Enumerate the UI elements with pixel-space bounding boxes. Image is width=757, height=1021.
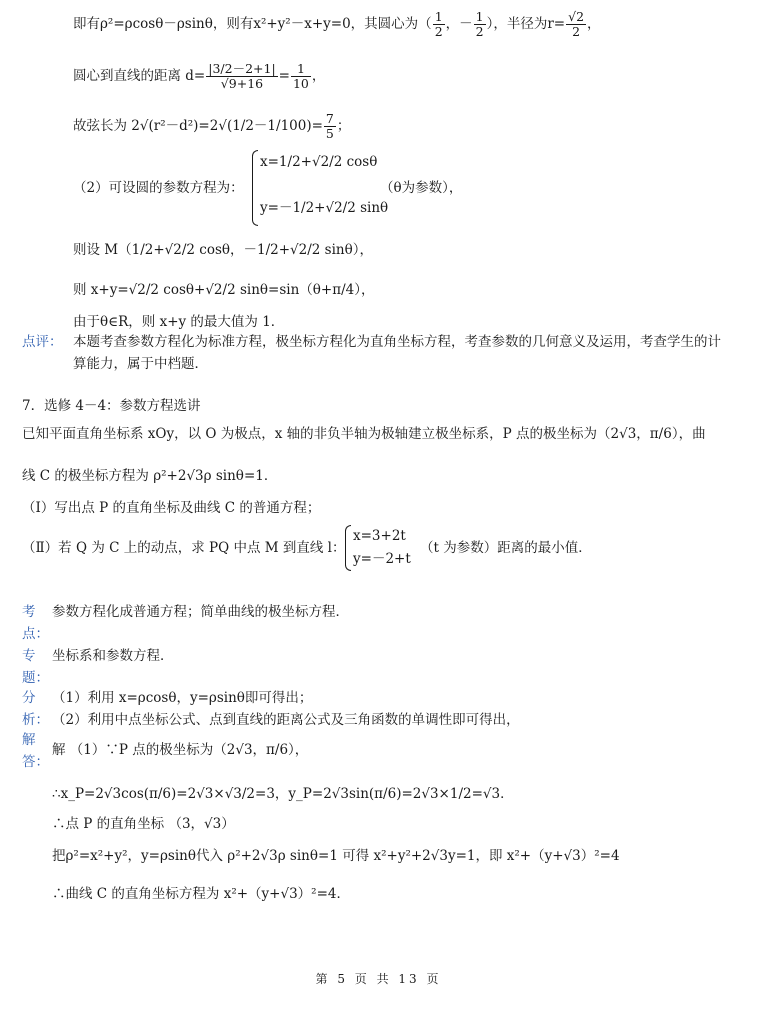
zhuanti-label-2: 题： (22, 670, 49, 686)
param-note: （θ为参数）， (380, 180, 463, 196)
solution-line-max: 由于θ∈R，则 x+y 的最大值为 1． (73, 314, 285, 330)
fraction: $\frac{7}{5}$ (325, 111, 334, 141)
solution-line-chord: 故弦长为 2√(r²－d²)=2√(1/2－1/100)= $\frac{7}{5}$ ； (73, 111, 351, 141)
fenxi-label-1: 分 (22, 690, 36, 706)
left-brace (252, 150, 258, 226)
text-fragment: 故弦长为 2√(r²－d²)=2√(1/2－1/100)= (73, 118, 323, 134)
solution-line-sum: 则 x+y=√2/2 cosθ+√2/2 sinθ=sin（θ+π/4）， (73, 282, 375, 298)
text-fragment: 即有ρ²=ρcosθ－ρsinθ，则有x²+y²－x+y=0，其圆心为（ (73, 16, 432, 32)
zhuanti-label-1: 专 (22, 648, 36, 664)
jieda-text-5: ∴曲线 C 的直角坐标方程为 x²+（y+√3）²=4． (52, 886, 350, 902)
jieda-text-3: ∴点 P 的直角坐标 （3，√3） (52, 816, 235, 832)
question-text-line2: 线 C 的极坐标方程为 ρ²+2√3ρ sinθ=1． (22, 468, 278, 484)
comment-label: 点评： (22, 334, 63, 350)
jieda-label-2: 答： (22, 754, 49, 770)
fenxi-text-1: （1）利用 x=ρcosθ，y=ρsinθ即可得出； (52, 690, 313, 706)
question-part-2-end: （t 为参数）距离的最小值． (420, 540, 592, 556)
solution-line-distance: 圆心到直线的距离 d= $\frac{|3/2-2+1|}{√9+16}$ = $\frac{1}{10}$ ， (73, 61, 326, 91)
kaodian-label-2: 点： (22, 626, 49, 642)
jieda-label-1: 解 (22, 732, 36, 748)
jieda-text-2: ∴x_P=2√3cos(π/6)=2√3×√3/2=3，y_P=2√3sin(π/6)=2√3×1/2=√3． (52, 786, 514, 802)
question-text-line1: 已知平面直角坐标系 xOy，以 O 为极点，x 轴的非负半轴为极轴建立极坐标系，P 点的极坐标为（2√3，π/6），曲 (22, 426, 706, 442)
page-footer: 第 5 页 共 13 页 (315, 972, 442, 986)
jieda-text-4: 把ρ²=x²+y²，y=ρsinθ代入 ρ²+2√3ρ sinθ=1 可得 x²+y²+2√3y=1，即 x²+（y+√3）²=4 (52, 848, 620, 864)
param-x-equation: x=1/2+√2/2 cosθ (260, 154, 378, 170)
text-fragment: ，－ (445, 16, 473, 32)
solution-line-point-m: 则设 M（1/2+√2/2 cosθ，－1/2+√2/2 sinθ）， (73, 242, 373, 258)
zhuanti-text: 坐标系和参数方程． (52, 648, 174, 664)
solution-line-circle-center: 即有ρ²=ρcosθ－ρsinθ，则有x²+y²－x+y=0，其圆心为（ $\frac{1}{2}$ ，－ $\frac{1}{2}$ ），半径为r= $\frac{√2}{2}$ ， (73, 9, 601, 39)
param-y-equation: y=－1/2+√2/2 sinθ (260, 200, 389, 216)
fenxi-label-2: 析： (22, 712, 49, 728)
line-l-y-equation: y=－2+t (353, 551, 411, 567)
text-fragment: ），半径为r= (486, 16, 566, 32)
fraction: $\frac{|3/2-2+1|}{√9+16}$ (208, 61, 276, 91)
fenxi-text-2: （2）利用中点坐标公式、点到直线的距离公式及三角函数的单调性即可得出， (52, 712, 520, 728)
fraction: $\frac{√2}{2}$ (568, 9, 585, 39)
fraction: $\frac{1}{2}$ (434, 9, 443, 39)
solution-line-param-intro: （2）可设圆的参数方程为： (73, 180, 244, 196)
question-part-2: （Ⅱ）若 Q 为 C 上的动点，求 PQ 中点 M 到直线 l： (22, 540, 346, 556)
left-brace (345, 525, 351, 571)
kaodian-label-1: 考 (22, 604, 36, 620)
fraction: $\frac{1}{10}$ (292, 61, 309, 91)
comment-text-line1: 本题考查参数方程化为标准方程，极坐标方程化为直角坐标方程，考查参数的几何意义及运用，考查学生的计 (73, 334, 721, 350)
jieda-text-1: 解 （1）∵P 点的极坐标为（2√3，π/6）， (52, 742, 309, 758)
kaodian-text: 参数方程化成普通方程；简单曲线的极坐标方程． (52, 604, 349, 620)
question-title: 7．选修 4－4：参数方程选讲 (22, 398, 201, 414)
text-fragment: 圆心到直线的距离 d= (73, 68, 206, 84)
question-part-1: （Ⅰ）写出点 P 的直角坐标及曲线 C 的普通方程； (22, 500, 321, 516)
fraction: $\frac{1}{2}$ (475, 9, 484, 39)
line-l-x-equation: x=3+2t (353, 528, 406, 544)
comment-text-line2: 算能力，属于中档题． (73, 356, 208, 372)
